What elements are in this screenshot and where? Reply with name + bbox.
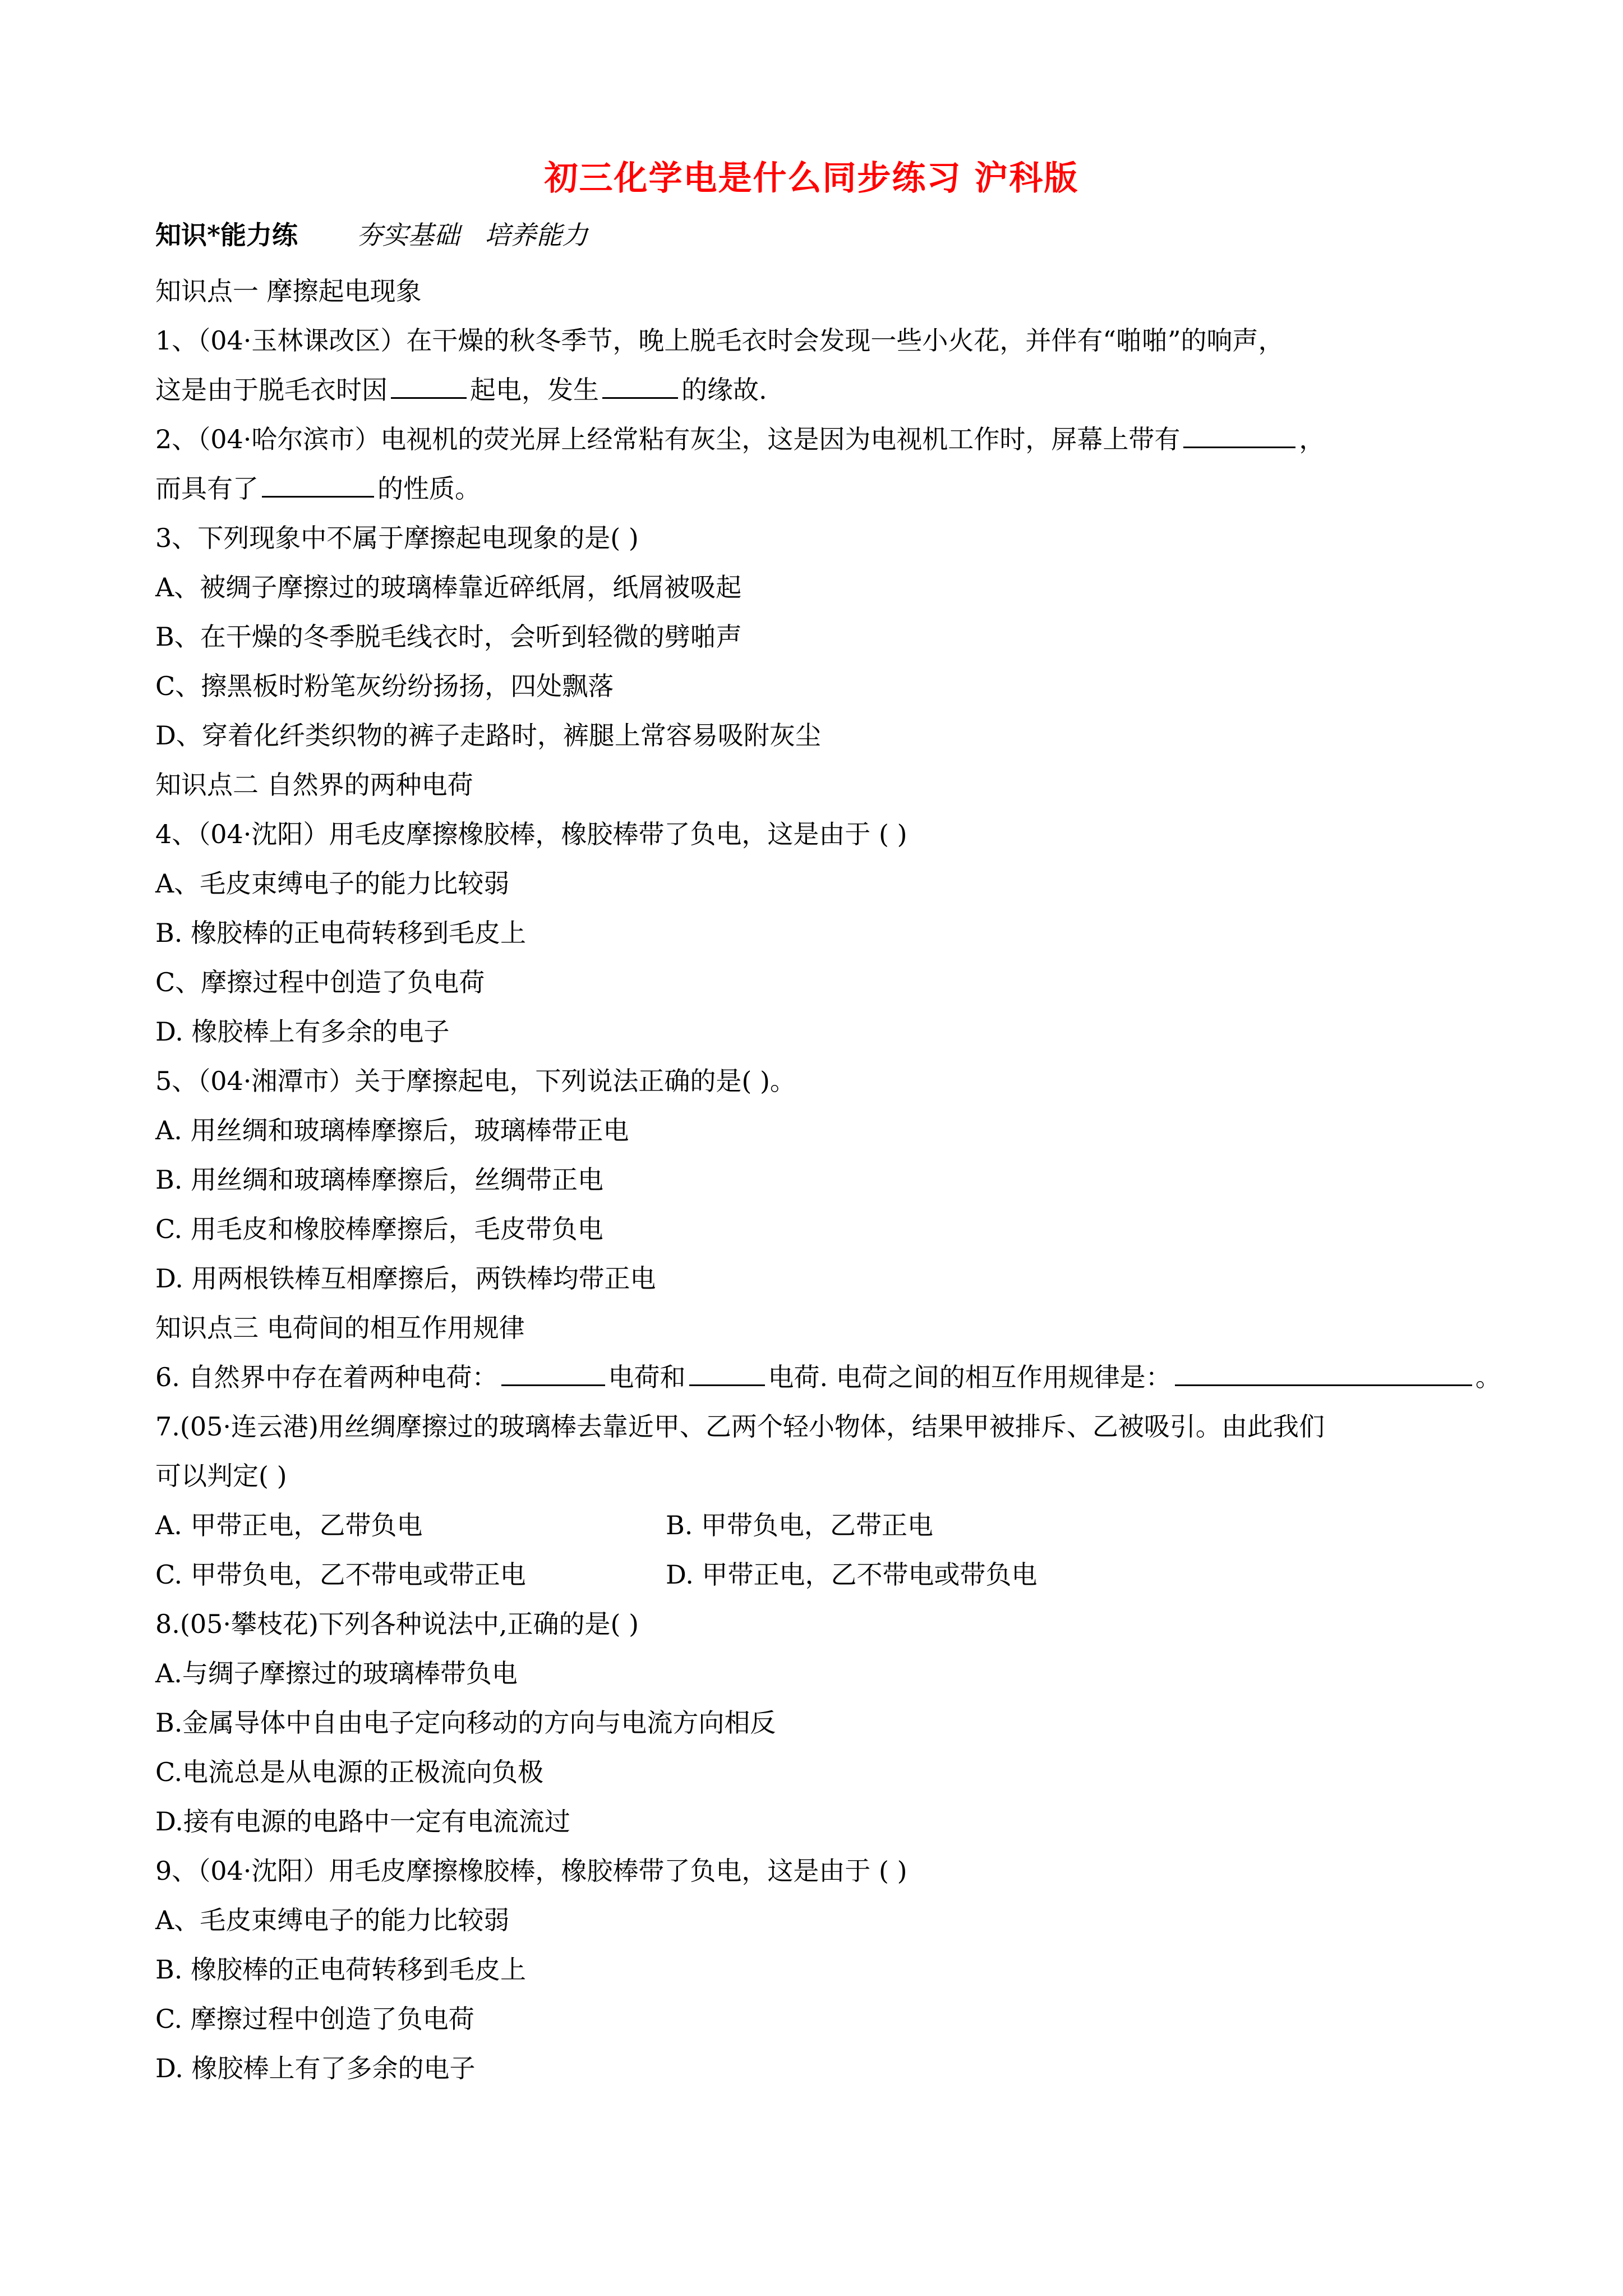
answer-blank[interactable]	[602, 375, 678, 399]
option: B.金属导体中自由电子定向移动的方向与电流方向相反	[155, 1708, 776, 1738]
option: C、擦黑板时粉笔灰纷纷扬扬，四处飘落	[155, 671, 614, 701]
option: A.与绸子摩擦过的玻璃棒带负电	[155, 1658, 518, 1688]
option: D、穿着化纤类织物的裤子走路时，裤腿上常容易吸附灰尘	[155, 720, 821, 751]
option-row	[155, 1550, 1490, 1599]
answer-blank[interactable]	[1183, 424, 1295, 448]
page-title: 初三化学电是什么同步练习 沪科版	[544, 159, 1079, 198]
option: D. 橡胶棒上有多余的电子	[155, 1016, 450, 1047]
question-1-line-2: 这是由于脱毛衣时因 起电，发生 的缘故.	[155, 375, 767, 405]
answer-blank[interactable]	[689, 1362, 765, 1386]
question-7-line-2: 可以判定( )	[155, 1461, 287, 1491]
option: A、毛皮束缚电子的能力比较弱	[155, 868, 510, 899]
option: C.电流总是从电源的正极流向负极	[155, 1757, 544, 1787]
worksheet-body	[155, 266, 1501, 2093]
question-8-stem: 8.(05·攀枝花)下列各种说法中,正确的是( )	[155, 1609, 639, 1639]
option: D. 用两根铁棒互相摩擦后，两铁棒均带正电	[155, 1263, 656, 1294]
answer-blank[interactable]	[262, 473, 374, 498]
question-2-line-1: 2、（04·哈尔滨市）电视机的荧光屏上经常粘有灰尘，这是因为电视机工作时，屏幕上带有 ，	[155, 424, 1325, 454]
option: D. 甲带正电，乙不带电或带负电	[666, 1559, 1038, 1590]
section-subheading	[155, 215, 588, 252]
option: B、在干燥的冬季脱毛线衣时，会听到轻微的劈啪声	[155, 622, 742, 652]
question-5-stem: 5、（04·湘潭市）关于摩擦起电，下列说法正确的是( )。	[155, 1066, 796, 1096]
knowledge-point-2: 知识点二 自然界的两种电荷	[155, 770, 473, 800]
option: D. 橡胶棒上有了多余的电子	[155, 2053, 476, 2083]
option: C. 用毛皮和橡胶棒摩擦后，毛皮带负电	[155, 1214, 603, 1244]
knowledge-point-1: 知识点一 摩擦起电现象	[155, 276, 422, 306]
question-1-line-1: 1、（04·玉林课改区）在干燥的秋冬季节，晚上脱毛衣时会发现一些小火花，并伴有“啪啪”的响声，	[155, 325, 1284, 356]
option: D.接有电源的电路中一定有电流流过	[155, 1806, 570, 1837]
question-7-line-1: 7.(05·连云港)用丝绸摩擦过的玻璃棒去靠近甲、乙两个轻小物体，结果甲被排斥、乙被吸引。由此我们	[155, 1411, 1325, 1442]
option: A. 甲带正电，乙带负电	[155, 1510, 423, 1540]
subheading-bold: 知识*能力练	[155, 220, 298, 250]
option: B. 橡胶棒的正电荷转移到毛皮上	[155, 918, 527, 948]
option: B. 用丝绸和玻璃棒摩擦后，丝绸带正电	[155, 1165, 604, 1195]
option: A、毛皮束缚电子的能力比较弱	[155, 1905, 510, 1935]
question-9-stem: 9、（04·沈阳）用毛皮摩擦橡胶棒，橡胶棒带了负电，这是由于 ( )	[155, 1856, 907, 1886]
question-2-line-2: 而具有了 的性质。	[155, 473, 481, 504]
option: C. 甲带负电，乙不带电或带正电	[155, 1559, 526, 1590]
option: B. 橡胶棒的正电荷转移到毛皮上	[155, 1954, 527, 1985]
option: A. 用丝绸和玻璃棒摩擦后，玻璃棒带正电	[155, 1115, 629, 1145]
subheading-italic: 夯实基础 培养能力	[356, 220, 588, 250]
answer-blank[interactable]	[501, 1362, 605, 1386]
option: C、摩擦过程中创造了负电荷	[155, 967, 485, 997]
answer-blank[interactable]	[1175, 1362, 1472, 1386]
question-3-stem: 3、下列现象中不属于摩擦起电现象的是( )	[155, 523, 639, 553]
option: B. 甲带负电，乙带正电	[666, 1510, 934, 1540]
answer-blank[interactable]	[391, 375, 467, 399]
option: C. 摩擦过程中创造了负电荷	[155, 2004, 474, 2034]
option-row	[155, 1501, 1490, 1550]
question-6: 6. 自然界中存在着两种电荷： 电荷和 电荷. 电荷之间的相互作用规律是： 。	[155, 1362, 1501, 1392]
knowledge-point-3: 知识点三 电荷间的相互作用规律	[155, 1313, 525, 1343]
option: A、被绸子摩擦过的玻璃棒靠近碎纸屑，纸屑被吸起	[155, 572, 742, 602]
question-4-stem: 4、（04·沈阳）用毛皮摩擦橡胶棒，橡胶棒带了负电，这是由于 ( )	[155, 819, 907, 849]
